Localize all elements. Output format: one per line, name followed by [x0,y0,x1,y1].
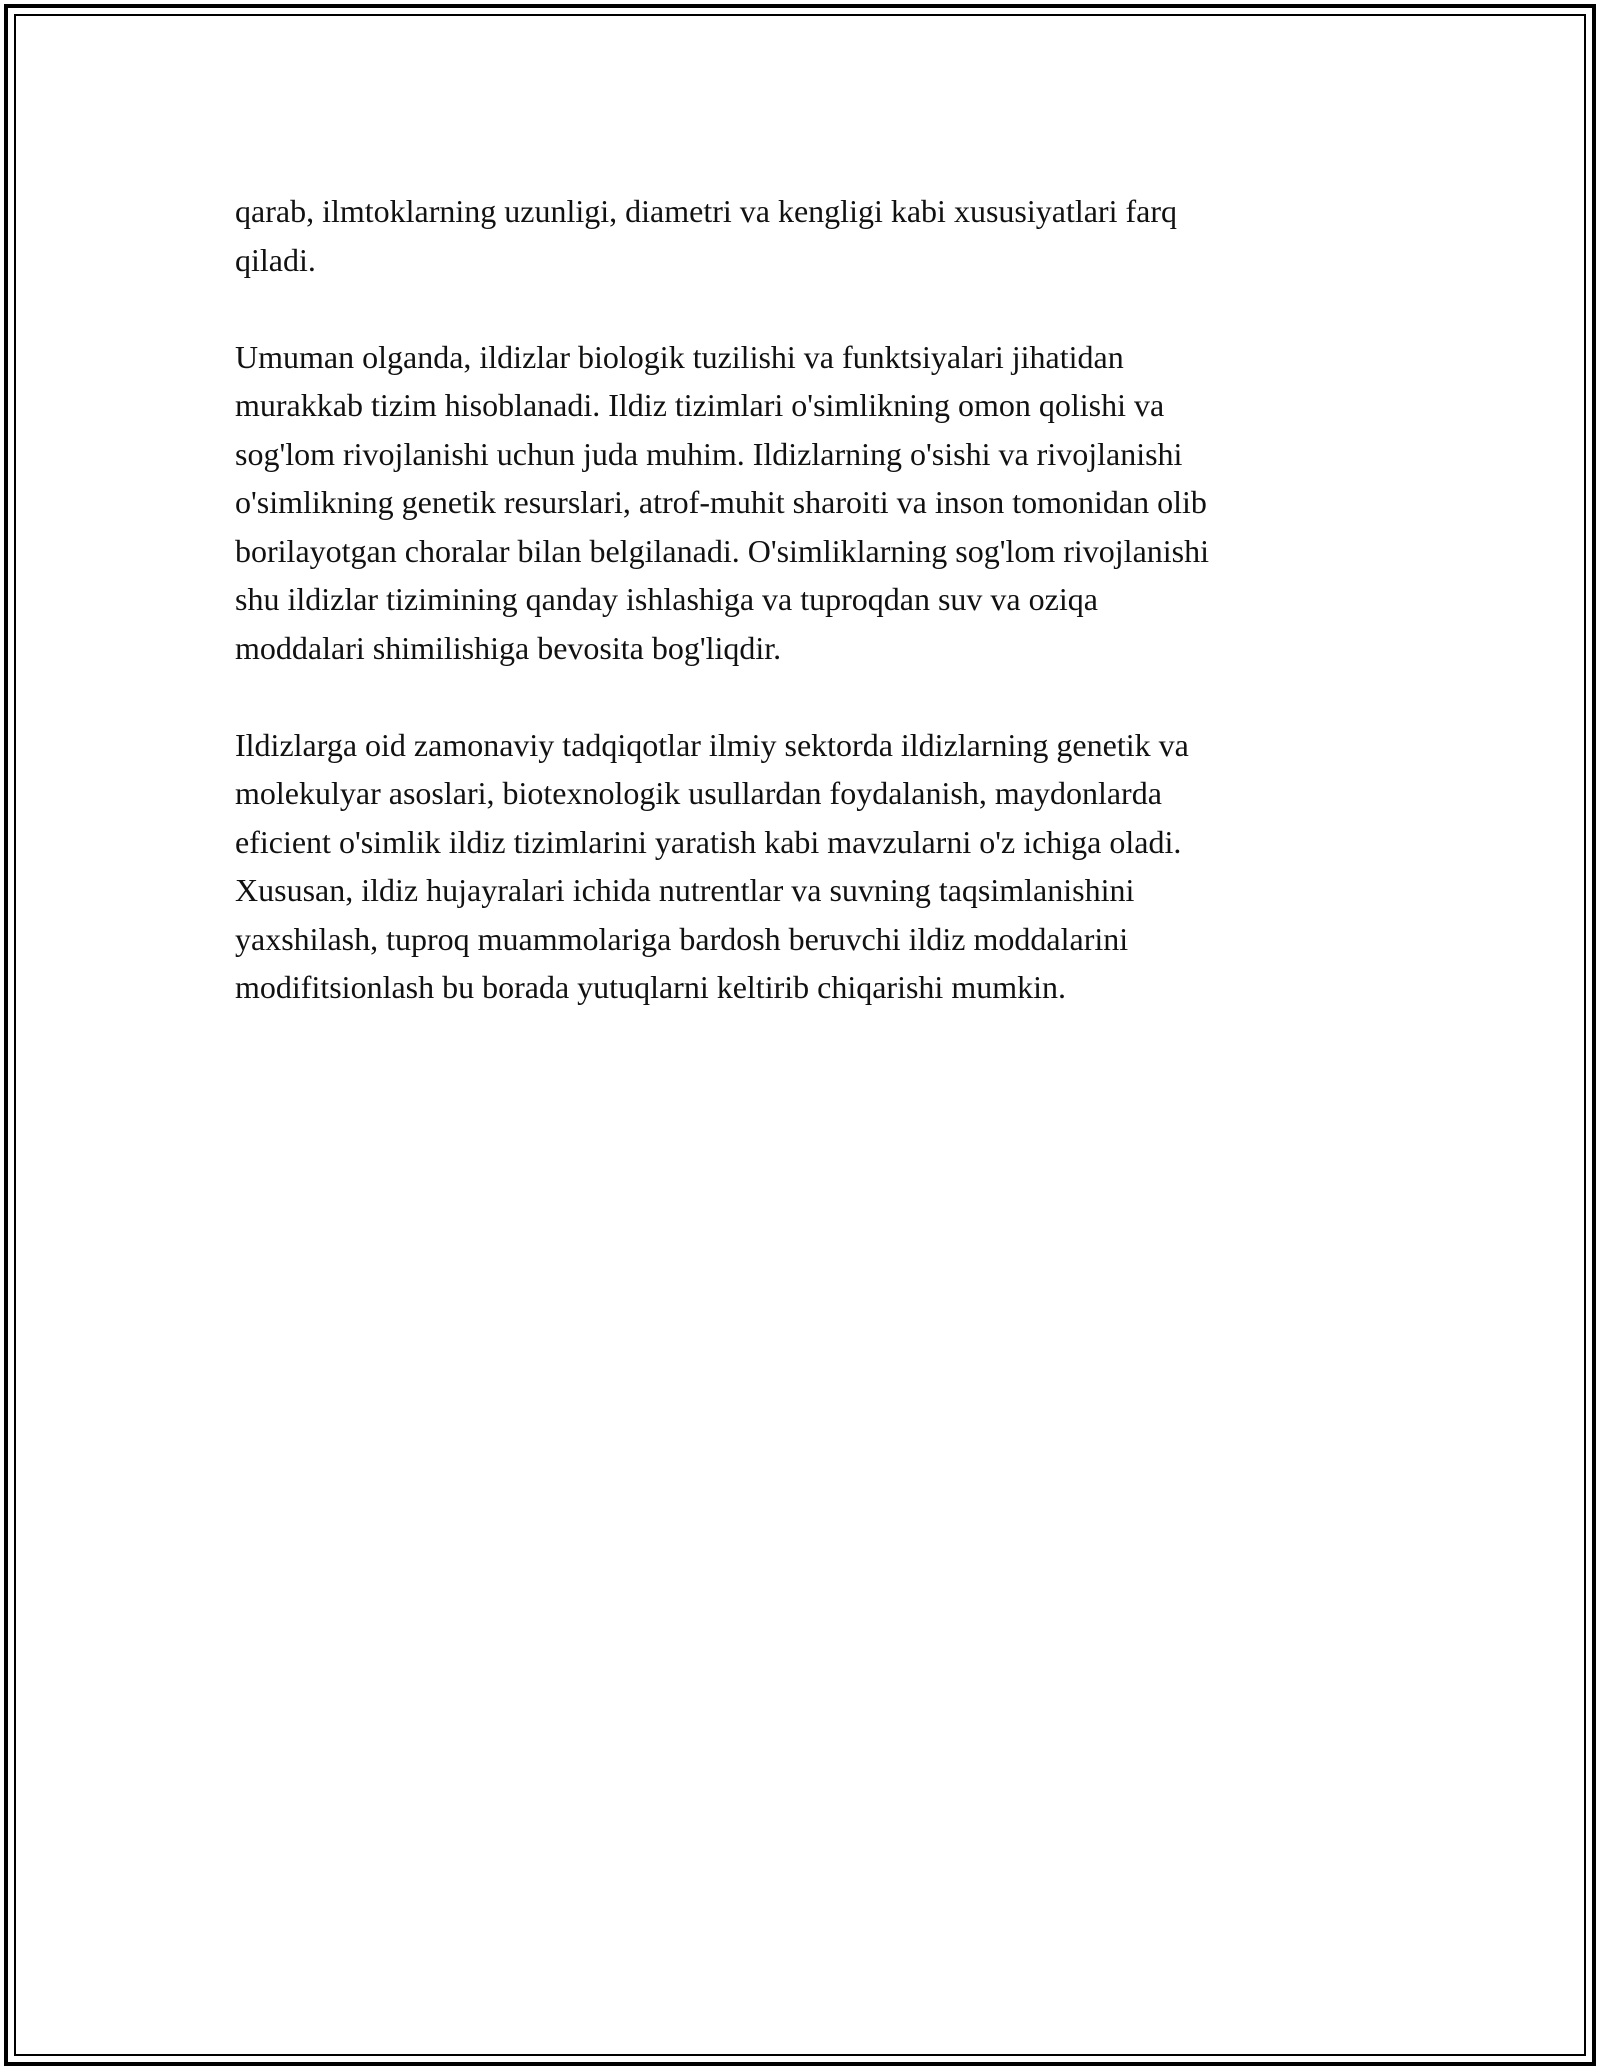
paragraph-continuation: qarab, ilmtoklarning uzunligi, diametri va kengligi kabi xususiyatlari farq qiladi. [235,193,1177,278]
paragraph-root-systems-summary: Umuman olganda, ildizlar biologik tuzilishi va funktsiyalari jihatidan murakkab tizim hisoblanadi. Ildiz tizimlari o'simlikning omon qolishi va sog'lom rivojlanishi uchun juda muhim. Ildizlarning o'sishi va rivojlanishi o'simlikning genetik resurslari, atrof-muhit sharoiti va inson tomonidan olib borilayotgan choralar bilan belgilanadi. O'simliklarning sog'lom rivojlanishi shu ildizlar tizimining qanday ishlashiga va tuproqdan suv va oziqa moddalari shimilishiga bevosita bog'liqdir. [235,338,1209,666]
paragraph-modern-research: Ildizlarga oid zamonaviy tadqiqotlar ilmiy sektorda ildizlarning genetik va molekulyar asoslari, biotexnologik usullardan foydalanish, maydonlarda eficient o'simlik ildiz tizimlarini yaratish kabi mavzularni o'z ichiga oladi. Xususan, ildiz hujayralari ichida nutrentlar va suvning taqsimlanishini yaxshilash, tuproq muammolariga bardosh beruvchi ildiz moddalarini modifitsionlash bu borada yutuqlarni keltirib chiqarishi mumkin. [235,726,1189,1005]
document-body [235,187,1365,1060]
